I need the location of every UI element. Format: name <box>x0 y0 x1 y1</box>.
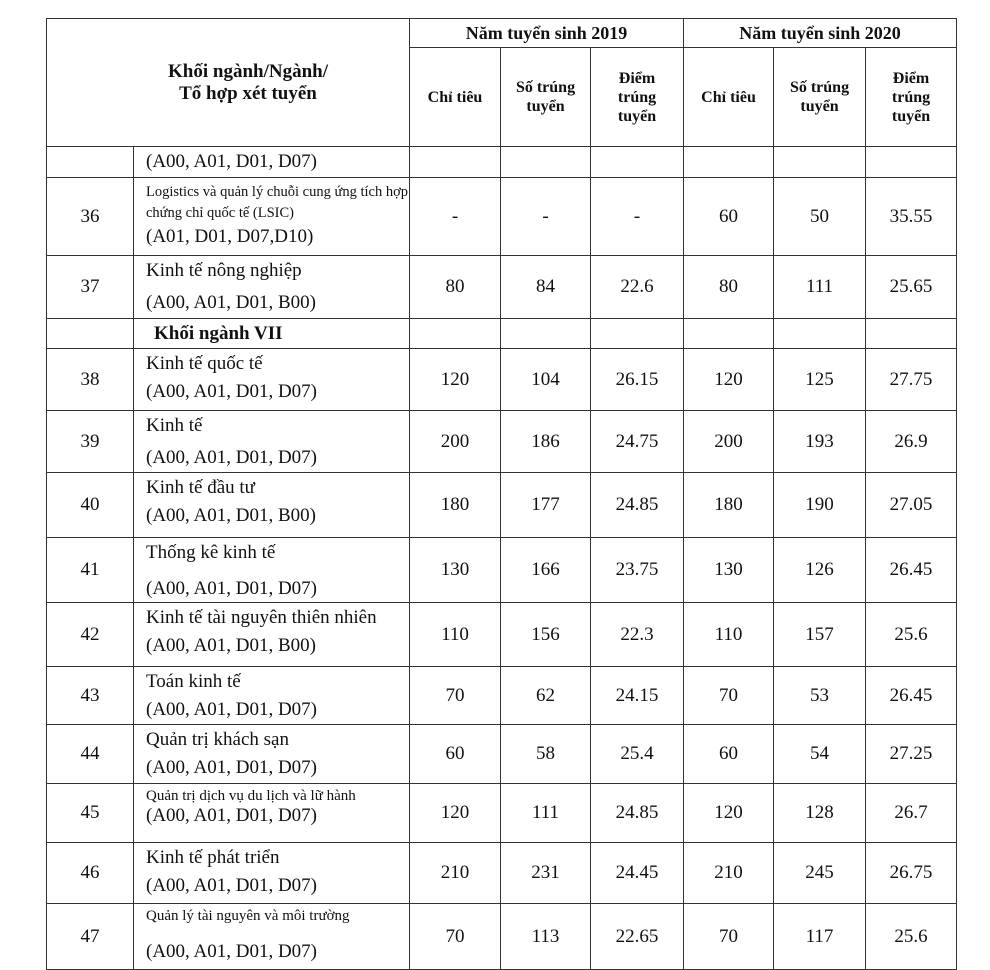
value-cell: 180 <box>410 473 501 538</box>
program-name: Kinh tế <box>146 415 203 436</box>
program-cell <box>134 725 410 784</box>
row-number: 45 <box>47 784 134 843</box>
row-number: 41 <box>47 538 134 603</box>
value-cell: 27.75 <box>866 349 957 411</box>
sub-header: Điểm trúng tuyển <box>591 48 684 147</box>
row-number: 40 <box>47 473 134 538</box>
value-cell: 117 <box>774 904 866 970</box>
value-cell: 120 <box>684 349 774 411</box>
year-2020-header: Năm tuyển sinh 2020 <box>684 19 957 48</box>
combo-text: (A01, D01, D07,D10) <box>146 226 314 247</box>
program-name: Quản trị dịch vụ du lịch và lữ hành <box>146 788 356 804</box>
table-row <box>47 473 957 538</box>
program-name: Kinh tế nông nghiệp <box>146 260 302 281</box>
program-cell <box>134 784 410 843</box>
combo-text: (A00, A01, D01, D07) <box>146 381 317 402</box>
value-cell: 24.85 <box>591 473 684 538</box>
value-cell: - <box>591 178 684 256</box>
program-cell <box>134 603 410 667</box>
table-row <box>47 843 957 904</box>
value-cell: 180 <box>684 473 774 538</box>
sub-header: Điểm trúng tuyển <box>866 48 957 147</box>
program-cell <box>134 473 410 538</box>
program-cell <box>134 256 410 319</box>
table-row <box>47 256 957 319</box>
value-cell: 23.75 <box>591 538 684 603</box>
program-name: Toán kinh tế <box>146 671 241 692</box>
value-cell: 156 <box>501 603 591 667</box>
table-row <box>47 725 957 784</box>
admission-table <box>46 18 957 970</box>
value-cell: 70 <box>410 904 501 970</box>
table-row <box>47 147 957 178</box>
group-row <box>47 319 957 349</box>
value-cell: 26.75 <box>866 843 957 904</box>
value-cell: 157 <box>774 603 866 667</box>
program-name: Quản lý tài nguyên và môi trường <box>146 908 350 924</box>
value-cell: 50 <box>774 178 866 256</box>
combo-text: (A00, A01, D01, D07) <box>146 699 317 720</box>
value-cell: 60 <box>684 178 774 256</box>
combo-text: (A00, A01, D01, D07) <box>146 447 317 468</box>
combo-text: (A00, A01, D01, D07) <box>146 875 317 896</box>
value-cell: 24.15 <box>591 667 684 725</box>
program-name: Kinh tế quốc tế <box>146 353 263 374</box>
value-cell: 200 <box>410 411 501 473</box>
value-cell: 22.6 <box>591 256 684 319</box>
program-cell <box>134 843 410 904</box>
table-row <box>47 538 957 603</box>
program-name: Kinh tế tài nguyên thiên nhiên <box>146 607 377 628</box>
combo-text: (A00, A01, D01, D07) <box>146 578 317 599</box>
value-cell: 186 <box>501 411 591 473</box>
combo-text: (A00, A01, D01, B00) <box>146 292 316 313</box>
value-cell: 70 <box>410 667 501 725</box>
value-cell: 26.45 <box>866 538 957 603</box>
sub-header: Số trúng tuyển <box>501 48 591 147</box>
row-number: 43 <box>47 667 134 725</box>
table-row <box>47 349 957 411</box>
program-cell <box>134 411 410 473</box>
row-number: 44 <box>47 725 134 784</box>
value-cell: 104 <box>501 349 591 411</box>
value-cell: 26.9 <box>866 411 957 473</box>
value-cell: 70 <box>684 667 774 725</box>
value-cell: 24.45 <box>591 843 684 904</box>
program-cell <box>134 349 410 411</box>
row-number <box>47 147 134 178</box>
value-cell: 26.7 <box>866 784 957 843</box>
row-number: 42 <box>47 603 134 667</box>
value-cell: 125 <box>774 349 866 411</box>
value-cell: 58 <box>501 725 591 784</box>
combo-text: (A00, A01, D01, D07) <box>146 805 317 826</box>
combo-text: (A00, A01, D01, B00) <box>146 635 316 656</box>
table-row <box>47 411 957 473</box>
category-header: Khối ngành/Ngành/ Tổ hợp xét tuyển <box>47 19 410 147</box>
value-cell: 26.45 <box>866 667 957 725</box>
value-cell: 22.3 <box>591 603 684 667</box>
row-number: 39 <box>47 411 134 473</box>
row-number: 47 <box>47 904 134 970</box>
program-name: Quản trị khách sạn <box>146 729 289 750</box>
value-cell: 111 <box>501 784 591 843</box>
combo-text: (A00, A01, D01, D07) <box>146 757 317 778</box>
value-cell: 60 <box>684 725 774 784</box>
program-cell <box>134 178 410 256</box>
value-cell: 62 <box>501 667 591 725</box>
value-cell: 25.6 <box>866 603 957 667</box>
combo-text: (A00, A01, D01, D07) <box>146 941 317 962</box>
table-row <box>47 904 957 970</box>
row-number: 36 <box>47 178 134 256</box>
value-cell: 110 <box>410 603 501 667</box>
value-cell: 193 <box>774 411 866 473</box>
value-cell: 128 <box>774 784 866 843</box>
value-cell: 53 <box>774 667 866 725</box>
table-row <box>47 178 957 256</box>
value-cell: 84 <box>501 256 591 319</box>
combo-text: (A00, A01, D01, D07) <box>134 147 410 178</box>
value-cell: 177 <box>501 473 591 538</box>
program-name: Kinh tế phát triển <box>146 847 280 868</box>
value-cell: 120 <box>684 784 774 843</box>
value-cell: 25.6 <box>866 904 957 970</box>
value-cell: 24.75 <box>591 411 684 473</box>
program-name: Logistics và quản lý chuỗi cung ứng tích hợp chứng chỉ quốc tế (LSIC) <box>146 184 408 221</box>
value-cell: 126 <box>774 538 866 603</box>
value-cell: - <box>501 178 591 256</box>
value-cell: 120 <box>410 784 501 843</box>
value-cell: 210 <box>684 843 774 904</box>
value-cell: 27.25 <box>866 725 957 784</box>
program-name: Kinh tế đầu tư <box>146 477 255 498</box>
group-title: Khối ngành VII <box>134 319 410 349</box>
row-number: 37 <box>47 256 134 319</box>
program-name: Thống kê kinh tế <box>146 542 276 563</box>
value-cell: 80 <box>684 256 774 319</box>
value-cell: 25.65 <box>866 256 957 319</box>
sub-header: Chỉ tiêu <box>410 48 501 147</box>
program-cell <box>134 667 410 725</box>
combo-text: (A00, A01, D01, B00) <box>146 505 316 526</box>
value-cell: 80 <box>410 256 501 319</box>
year-2019-header: Năm tuyển sinh 2019 <box>410 19 684 48</box>
program-cell <box>134 904 410 970</box>
value-cell: 35.55 <box>866 178 957 256</box>
value-cell: 130 <box>410 538 501 603</box>
value-cell: - <box>410 178 501 256</box>
value-cell: 200 <box>684 411 774 473</box>
row-number: 38 <box>47 349 134 411</box>
table-row <box>47 784 957 843</box>
value-cell: 25.4 <box>591 725 684 784</box>
value-cell: 54 <box>774 725 866 784</box>
value-cell: 111 <box>774 256 866 319</box>
value-cell: 27.05 <box>866 473 957 538</box>
value-cell: 231 <box>501 843 591 904</box>
value-cell: 110 <box>684 603 774 667</box>
row-number: 46 <box>47 843 134 904</box>
value-cell: 24.85 <box>591 784 684 843</box>
value-cell: 166 <box>501 538 591 603</box>
program-cell <box>134 538 410 603</box>
value-cell: 245 <box>774 843 866 904</box>
value-cell: 60 <box>410 725 501 784</box>
value-cell: 190 <box>774 473 866 538</box>
value-cell: 210 <box>410 843 501 904</box>
value-cell: 113 <box>501 904 591 970</box>
table-row <box>47 667 957 725</box>
value-cell: 130 <box>684 538 774 603</box>
sub-header: Chỉ tiêu <box>684 48 774 147</box>
value-cell: 26.15 <box>591 349 684 411</box>
sub-header: Số trúng tuyển <box>774 48 866 147</box>
value-cell: 120 <box>410 349 501 411</box>
value-cell: 70 <box>684 904 774 970</box>
value-cell: 22.65 <box>591 904 684 970</box>
table-row <box>47 603 957 667</box>
